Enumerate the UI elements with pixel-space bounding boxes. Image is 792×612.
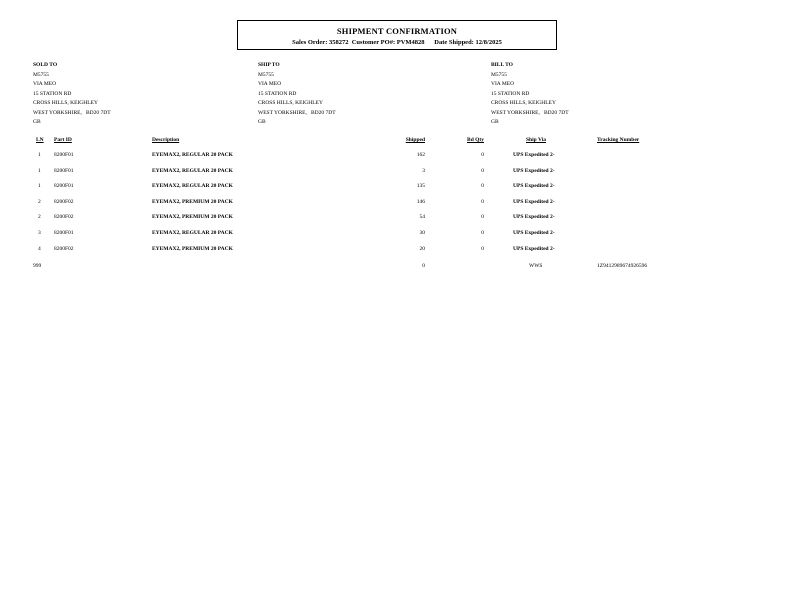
row-description: EYEMAX2, PREMIUM 20 PACK xyxy=(152,214,233,221)
bill-to-line: M5755 xyxy=(491,71,507,78)
sold-to-line: WEST YORKSHIRE, BD20 7DT xyxy=(33,109,111,116)
row-ship-via: UPS Expedited 2- xyxy=(513,230,555,236)
bill-to-line: GB xyxy=(491,119,499,125)
column-header-part-id: Part ID xyxy=(54,137,72,143)
title-box xyxy=(237,20,557,50)
order-subtitle: Sales Order: 358272 Customer PO#: PVM4828 Date Shipped: 12/8/2025 xyxy=(292,39,502,46)
footer-tracking: 1Z9412989674926596 xyxy=(597,263,648,269)
row-ln: 3 xyxy=(38,230,41,236)
row-part-id: 8200F01 xyxy=(54,183,74,190)
row-bo-qty: 0 xyxy=(481,167,484,174)
row-shipped: 30 xyxy=(419,230,425,236)
sold-to-label: SOLD TO xyxy=(33,62,58,68)
row-ln: 1 xyxy=(38,152,41,158)
bill-to-line: 15 STATION RD xyxy=(491,90,530,97)
sold-to-line: CROSS HILLS, KEIGHLEY xyxy=(33,100,98,106)
row-shipped: 162 xyxy=(416,152,425,158)
column-header-ship-via: Ship Via xyxy=(526,137,547,143)
ship-to-line: 15 STATION RD xyxy=(258,90,297,97)
row-part-id: 8200F01 xyxy=(54,167,74,174)
ship-to-label: SHIP TO xyxy=(258,62,280,68)
row-ship-via: UPS Expedited 2- xyxy=(513,214,555,221)
row-bo-qty: 0 xyxy=(481,183,484,190)
row-description: EYEMAX2, REGULAR 20 PACK xyxy=(152,167,233,174)
row-description: EYEMAX2, PREMIUM 20 PACK xyxy=(152,198,233,205)
column-header-shipped: Shipped xyxy=(405,137,425,143)
sold-to-line: VIA MEO xyxy=(33,81,57,87)
row-description: EYEMAX2, REGULAR 20 PACK xyxy=(152,230,233,236)
ship-to-line: VIA MEO xyxy=(258,81,282,87)
row-ship-via: UPS Expedited 2- xyxy=(513,183,555,190)
row-bo-qty: 0 xyxy=(481,230,484,236)
row-shipped: 146 xyxy=(416,198,425,205)
row-bo-qty: 0 xyxy=(481,245,484,252)
column-header-bo-qty: Bd Qty xyxy=(467,137,484,143)
row-bo-qty: 0 xyxy=(481,152,484,158)
column-header-description: Description xyxy=(152,137,180,143)
row-part-id: 8200F01 xyxy=(54,152,74,158)
ship-to-line: WEST YORKSHIRE, BD20 7DT xyxy=(258,109,336,116)
row-bo-qty: 0 xyxy=(481,214,484,221)
row-ship-via: UPS Expedited 2- xyxy=(513,167,555,174)
footer-code: 999 xyxy=(33,263,42,269)
ship-to-line: CROSS HILLS, KEIGHLEY xyxy=(258,100,323,106)
row-description: EYEMAX2, PREMIUM 20 PACK xyxy=(152,245,233,252)
row-description: EYEMAX2, REGULAR 20 PACK xyxy=(152,152,233,158)
ship-to-line: GB xyxy=(258,119,266,125)
row-shipped: 135 xyxy=(416,183,425,190)
bill-to-line: CROSS HILLS, KEIGHLEY xyxy=(491,100,556,106)
sold-to-line: M5755 xyxy=(33,71,49,78)
column-header-tracking: Tracking Number xyxy=(597,137,640,143)
page-title: SHIPMENT CONFIRMATION xyxy=(336,26,458,36)
bill-to-line: WEST YORKSHIRE, BD20 7DT xyxy=(491,109,569,116)
row-description: EYEMAX2, REGULAR 20 PACK xyxy=(152,183,233,190)
bill-to-block xyxy=(491,61,569,128)
ship-to-block xyxy=(258,61,336,128)
row-part-id: 8200F02 xyxy=(54,245,74,252)
bill-to-label: BILL TO xyxy=(491,62,513,68)
row-part-id: 8200F02 xyxy=(54,198,74,205)
row-shipped: 3 xyxy=(422,167,425,174)
ship-to-line: M5755 xyxy=(258,71,274,78)
row-ln: 4 xyxy=(38,245,41,252)
row-ship-via: UPS Expedited 2- xyxy=(513,198,555,205)
row-ln: 1 xyxy=(38,167,41,174)
row-ship-via: UPS Expedited 2- xyxy=(513,152,555,158)
row-part-id: 8200F01 xyxy=(54,230,74,236)
footer-ship-via: WWS xyxy=(529,263,543,269)
sold-to-line: 15 STATION RD xyxy=(33,90,72,97)
row-shipped: 54 xyxy=(419,214,425,221)
footer-shipped: 0 xyxy=(422,263,425,269)
row-part-id: 8200F02 xyxy=(54,214,74,221)
sold-to-line: GB xyxy=(33,119,41,125)
column-header-ln: LN xyxy=(36,137,44,143)
bill-to-line: VIA MEO xyxy=(491,81,515,87)
row-shipped: 20 xyxy=(419,245,425,252)
row-ln: 1 xyxy=(38,183,41,190)
row-ship-via: UPS Expedited 2- xyxy=(513,245,555,252)
sold-to-block xyxy=(33,61,111,128)
row-ln: 2 xyxy=(38,214,41,221)
row-bo-qty: 0 xyxy=(481,198,484,205)
row-ln: 2 xyxy=(38,198,41,205)
